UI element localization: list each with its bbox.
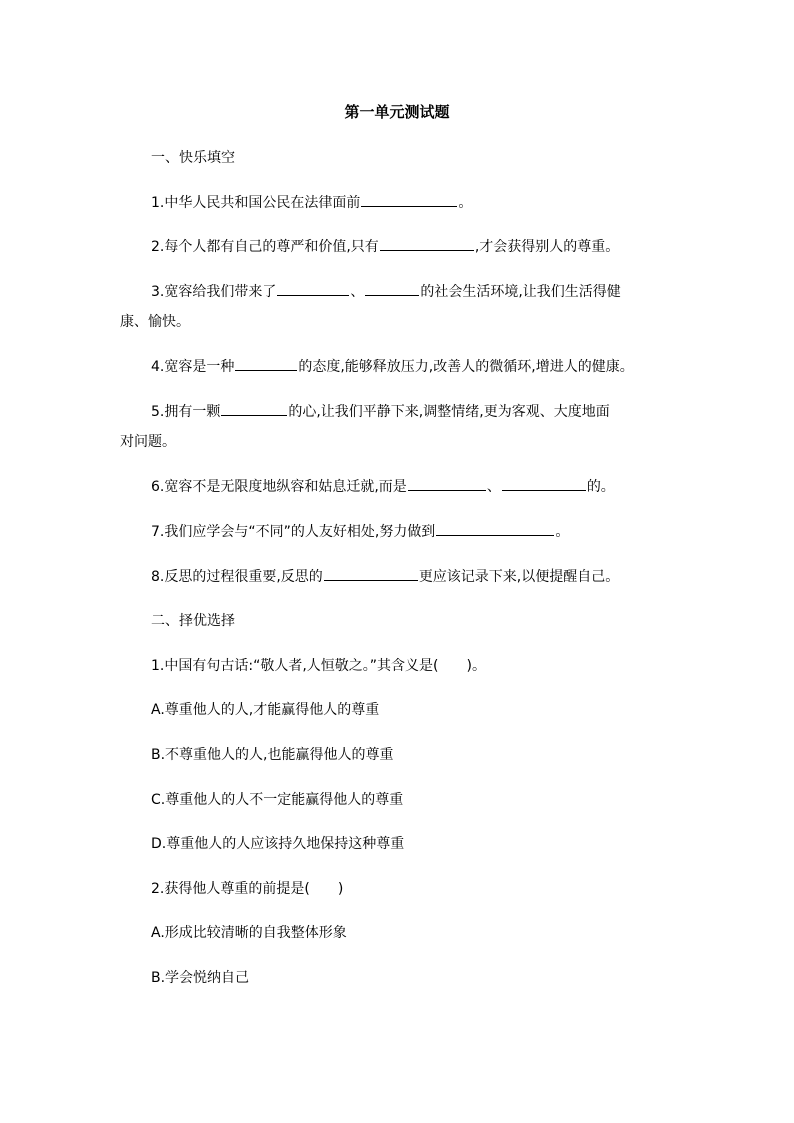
fill-question-5-continued: 对问题。 (120, 434, 176, 450)
answer-blank[interactable] (221, 401, 287, 416)
choice-option-a[interactable]: A.形成比较清晰的自我整体形象 (151, 925, 347, 941)
choice-question-2: 2.获得他人尊重的前提是( ) (151, 881, 344, 897)
answer-blank[interactable] (324, 566, 418, 581)
answer-blank[interactable] (235, 356, 297, 371)
answer-blank[interactable] (277, 281, 349, 296)
choice-option-b[interactable]: B.不尊重他人的人,也能赢得他人的尊重 (151, 747, 394, 763)
fill-question-8: 8.反思的过程很重要,反思的 更应该记录下来,以便提醒自己。 (151, 566, 619, 588)
choice-option-d[interactable]: D.尊重他人的人应该持久地保持这种尊重 (151, 836, 405, 852)
fill-question-1: 1.中华人民共和国公民在法律面前 。 (151, 192, 472, 214)
choice-option-b[interactable]: B.学会悦纳自己 (151, 970, 250, 986)
choice-option-a[interactable]: A.尊重他人的人,才能赢得他人的尊重 (151, 702, 380, 718)
choice-option-c[interactable]: C.尊重他人的人不一定能赢得他人的尊重 (151, 792, 404, 808)
fill-question-6: 6.宽容不是无限度地纵容和姑息迁就,而是 、 的。 (151, 476, 615, 498)
fill-question-3: 3.宽容给我们带来了 、 的社会生活环境,让我们生活得健 (151, 281, 621, 303)
answer-blank[interactable] (365, 281, 419, 296)
section-heading-choice: 二、择优选择 (151, 613, 235, 629)
fill-question-3-continued: 康、愉快。 (120, 314, 190, 330)
answer-blank[interactable] (408, 476, 486, 491)
choice-question-1: 1.中国有句古话:“敬人者,人恒敬之。”其含义是( )。 (151, 658, 486, 674)
answer-blank[interactable] (361, 192, 457, 207)
fill-question-2: 2.每个人都有自己的尊严和价值,只有 ,才会获得别人的尊重。 (151, 236, 619, 258)
page-title: 第一单元测试题 (344, 103, 450, 121)
answer-blank[interactable] (436, 521, 554, 536)
section-heading-fill-in: 一、快乐填空 (151, 150, 235, 166)
fill-question-4: 4.宽容是一种 的态度,能够释放压力,改善人的微循环,增进人的健康。 (151, 356, 634, 378)
answer-blank[interactable] (380, 236, 474, 251)
fill-question-5: 5.拥有一颗 的心,让我们平静下来,调整情绪,更为客观、大度地面 (151, 401, 610, 423)
fill-question-7: 7.我们应学会与“不同”的人友好相处,努力做到 。 (151, 521, 569, 543)
answer-blank[interactable] (502, 476, 586, 491)
